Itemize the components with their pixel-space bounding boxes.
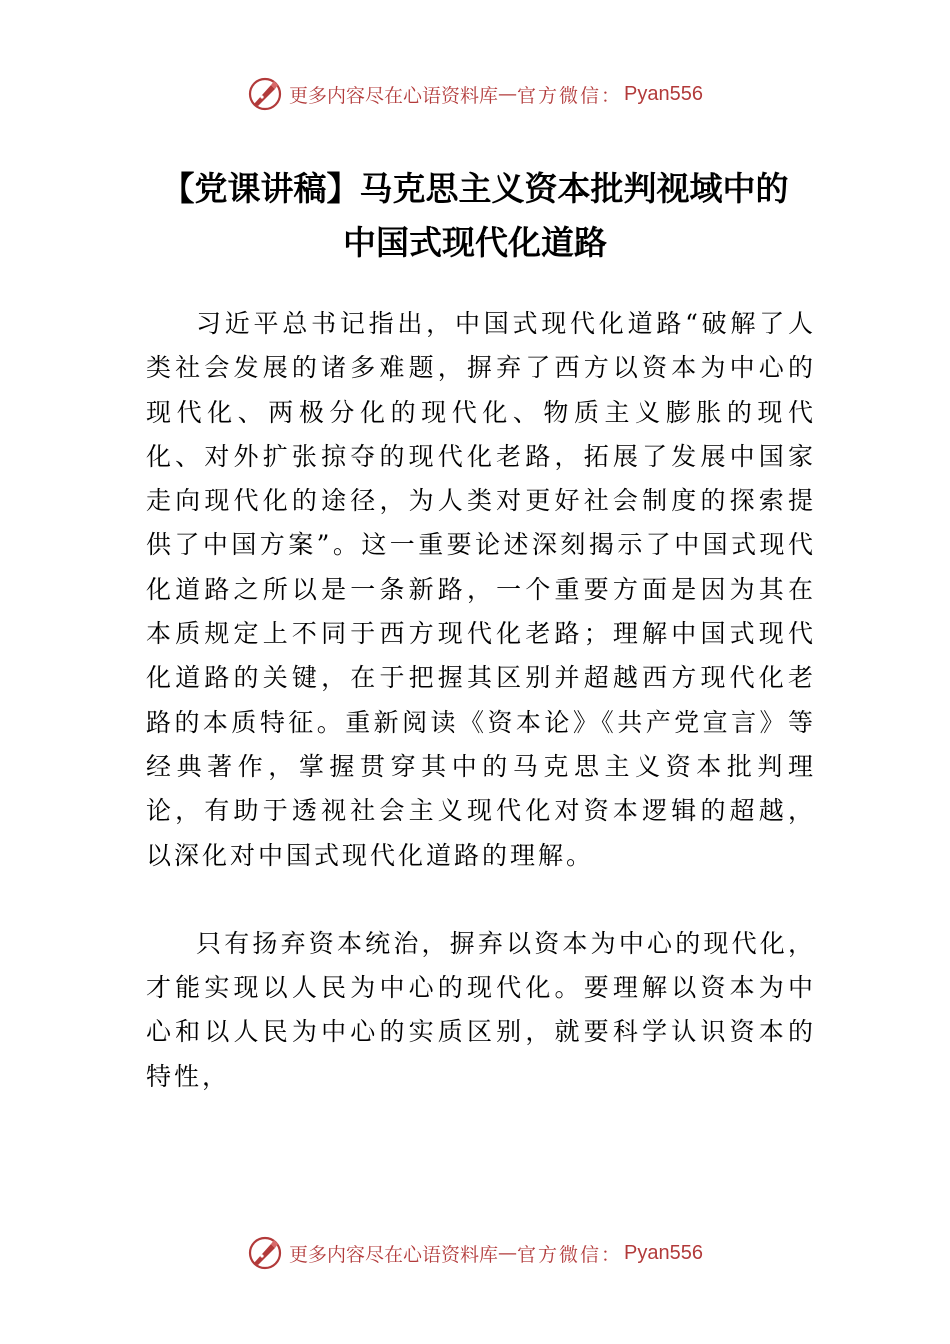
watermark-separator: — bbox=[498, 83, 518, 105]
pen-nib-logo-icon bbox=[247, 76, 283, 112]
pen-nib-logo-icon bbox=[247, 1235, 283, 1271]
page-title bbox=[120, 162, 830, 270]
watermark-wechat-id: Pyan556 bbox=[624, 1241, 703, 1264]
watermark-wechat-id: Pyan556 bbox=[624, 82, 703, 105]
title-line-2: 中国式现代化道路 bbox=[343, 223, 607, 262]
watermark-main-text: 更多内容尽在心语资料库 bbox=[289, 84, 499, 107]
header-watermark bbox=[0, 74, 950, 114]
watermark-label: 官方微信： bbox=[517, 1243, 623, 1266]
watermark-separator: — bbox=[498, 1242, 518, 1264]
title-line-1: 【党课讲稿】马克思主义资本批判视域中的 bbox=[161, 169, 789, 208]
document-body bbox=[146, 302, 816, 1099]
paragraph-2: 只有扬弃资本统治，摒弃以资本为中心的现代化，才能实现以人民为中心的现代化。要理解以资本为中心和以人民为中心的实质区别，就要科学认识资本的特性， bbox=[146, 928, 816, 1091]
footer-watermark bbox=[0, 1233, 950, 1273]
paragraph-1: 习近平总书记指出，中国式现代化道路“破解了人类社会发展的诸多难题，摒弃了西方以资本为中心的现代化、两极分化的现代化、物质主义膨胀的现代化、对外扩张掠夺的现代化老路，拓展了发展中国家走向现代化的途径，为人类对更好社会制度的探索提供了中国方案”。这一重要论述深刻揭示了中国式现代化道路之所以是一条新路，一个重要方面是因为其在本质规定上不同于西方现代化老路；理解中国式现代化道路的关键，在于把握其区别并超越西方现代化老路的本质特征。重新阅读《资本论》《共产党宣言》等经典著作，掌握贯穿其中的马克思主义资本批判理论，有助于透视社会主义现代化对资本逻辑的超越，以深化对中国式现代化道路的理解。 bbox=[146, 309, 816, 870]
watermark-label: 官方微信： bbox=[517, 84, 623, 107]
watermark-main-text: 更多内容尽在心语资料库 bbox=[289, 1243, 499, 1266]
